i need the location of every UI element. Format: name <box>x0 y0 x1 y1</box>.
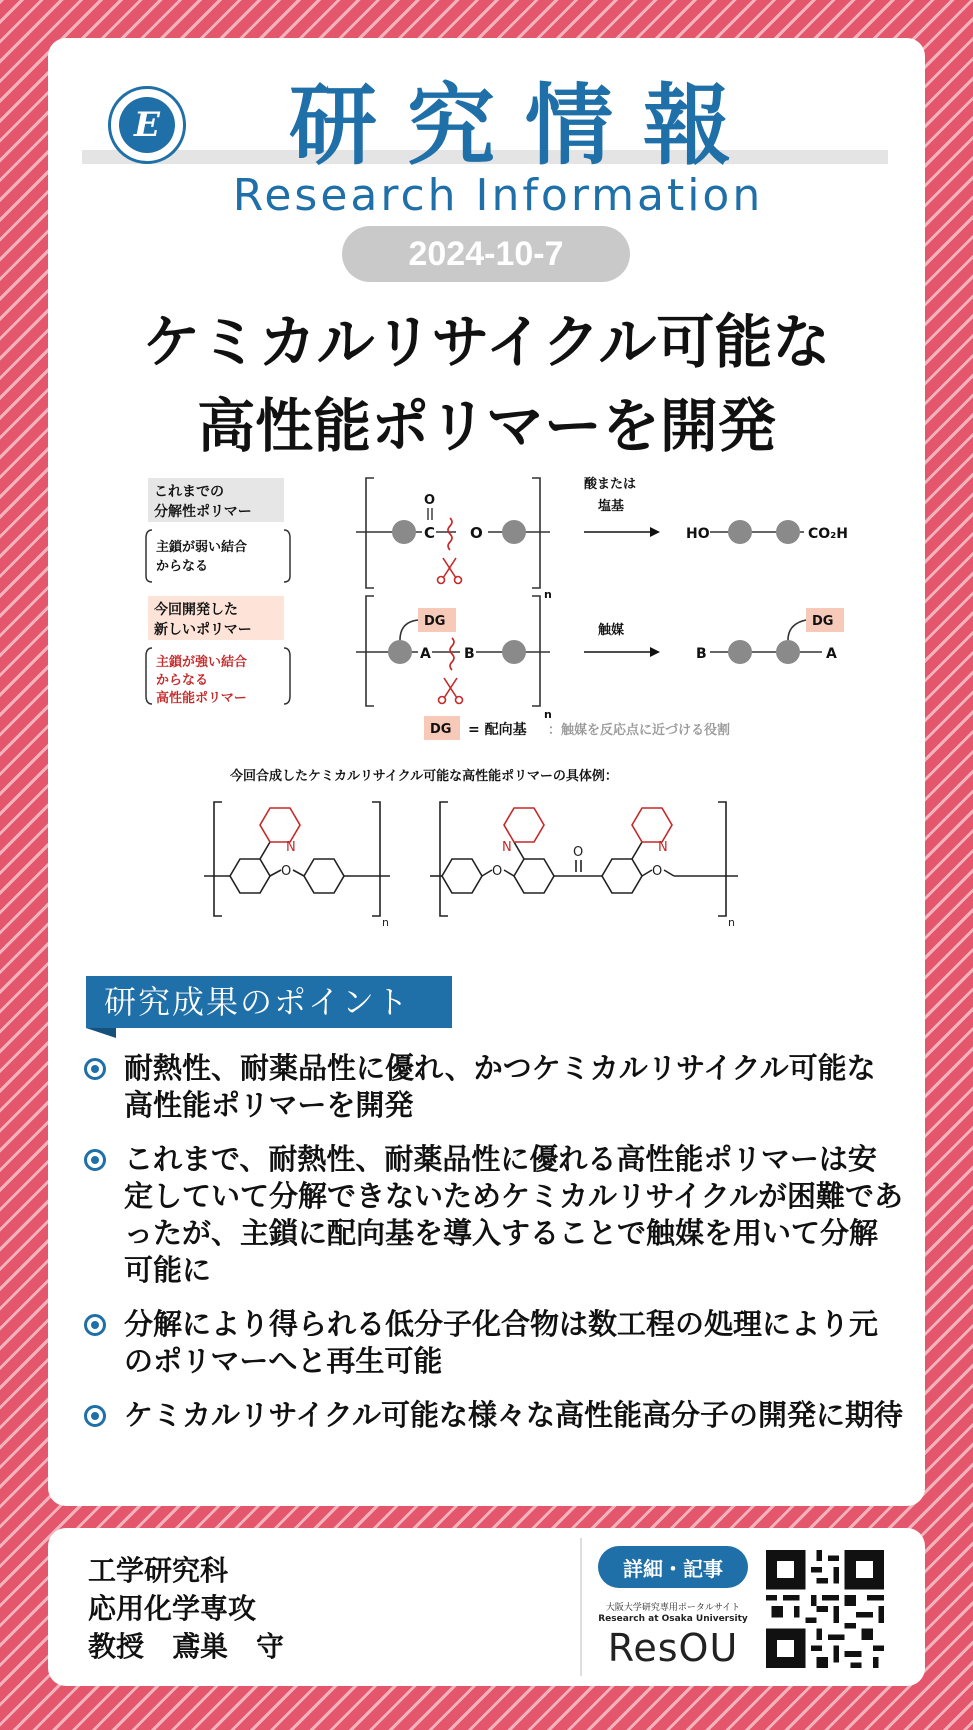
point-text: 耐熱性、耐薬品性に優れ、かつケミカルリサイクル可能な高性能ポリマーを開発 <box>124 1051 876 1122</box>
row2-condition: 触媒 <box>598 623 625 638</box>
row2-subscript-n: n <box>544 708 552 721</box>
bullet-icon <box>84 1405 106 1427</box>
main-card <box>48 38 925 1506</box>
page-title-en: Research Information <box>232 170 764 221</box>
footer-divider <box>580 1538 582 1676</box>
list-item <box>84 1397 904 1434</box>
row1-subscript-n: n <box>544 588 552 601</box>
date-badge: 2024-10-7 <box>342 226 630 282</box>
page-title-jp: 研究情報 <box>288 74 761 177</box>
example2-atom-o-carbonyl: O <box>573 845 584 860</box>
affiliation-line-2: 応用化学専攻 <box>88 1592 257 1625</box>
row1-note-bracket <box>146 530 290 582</box>
row2-note-1: 主鎖が強い結合 <box>156 655 248 670</box>
row2-label-1: 今回開発した <box>154 602 238 618</box>
row1-product-unit-2 <box>776 520 800 544</box>
row1-condition-1: 酸または <box>584 477 637 492</box>
row2-note-2: からなる <box>156 673 209 688</box>
points-list <box>84 1050 904 1451</box>
row2-product-right: A <box>826 646 837 662</box>
example2-atom-o-2: O <box>652 864 663 879</box>
row1-bracket-right <box>532 478 540 588</box>
affiliation-line-3: 教授 鳶巣 守 <box>88 1630 285 1663</box>
example1-subscript-n: n <box>382 916 389 929</box>
legend-dg-label: DG <box>430 722 452 737</box>
bullet-icon <box>84 1058 106 1080</box>
detail-article-button[interactable]: 詳細・記事 <box>598 1546 748 1588</box>
row2-label-2: 新しいポリマー <box>154 622 252 638</box>
row2-cleave-mark <box>450 638 454 670</box>
example2-atom-o-1: O <box>492 864 503 879</box>
row2-product-left: B <box>696 646 707 662</box>
row1-unit-1 <box>392 520 416 544</box>
example2-atom-n-2: N <box>658 840 668 855</box>
row2-scissors-icon <box>439 678 463 704</box>
row1-atom-o: O <box>470 524 483 542</box>
bullet-icon <box>84 1149 106 1171</box>
row1-label-1: これまでの <box>154 484 224 500</box>
row1-note-1: 主鎖が弱い結合 <box>156 540 248 555</box>
row2-bracket-right <box>532 596 540 706</box>
affiliation <box>88 1552 284 1666</box>
row1-condition-2: 塩基 <box>598 499 625 514</box>
row1-scissors-icon <box>438 558 462 584</box>
headline-line-1: ケミカルリサイクル可能な <box>142 308 831 376</box>
resou-logo[interactable]: ResOU <box>607 1626 739 1670</box>
list-item <box>84 1306 904 1380</box>
row1-product-unit-1 <box>728 520 752 544</box>
example-polymer-2 <box>430 802 738 916</box>
school-logo <box>108 86 186 164</box>
row2-product-unit-2 <box>776 640 800 664</box>
point-text: これまで、耐熱性、耐薬品性に優れる高性能ポリマーは安定していて分解できないためケミカルリサイクルが困難であったが、主鎖に配向基を導入することで触媒を用いて分解可能に <box>124 1142 903 1287</box>
row1-label-2: 分解性ポリマー <box>154 504 252 520</box>
list-item <box>84 1141 904 1289</box>
affiliation-line-1: 工学研究科 <box>88 1554 229 1587</box>
row2-product-dg-link <box>788 620 806 640</box>
example1-atom-n: N <box>286 840 296 855</box>
row1-atom-o-top: O <box>424 493 436 508</box>
footer-card <box>48 1528 925 1686</box>
row2-product-dg-label: DG <box>812 614 834 629</box>
example-polymer-1 <box>204 802 390 916</box>
list-item <box>84 1050 904 1124</box>
legend-description: ：触媒を反応点に近づける役割 <box>548 723 731 738</box>
points-heading-tail <box>86 1028 116 1038</box>
row1-atom-c: C <box>424 524 436 542</box>
headline <box>68 300 905 468</box>
row1-product-left: HO <box>686 526 710 542</box>
row2-dg-link <box>400 620 418 640</box>
row1-arrow-head <box>650 527 660 537</box>
row1-note-2: からなる <box>156 559 209 574</box>
portal-caption-en: Research at Osaka University <box>598 1614 748 1624</box>
polymer-diagram <box>138 474 878 974</box>
point-text: 分解により得られる低分子化合物は数工程の処理により元のポリマーへと再生可能 <box>124 1307 879 1378</box>
qr-code-icon[interactable] <box>766 1550 884 1668</box>
bullet-icon <box>84 1314 106 1336</box>
example2-subscript-n: n <box>728 916 735 929</box>
row2-product-unit-1 <box>728 640 752 664</box>
row1-cleave-mark <box>448 518 452 550</box>
row2-dg-label: DG <box>424 614 446 629</box>
headline-line-2: 高性能ポリマーを開発 <box>197 392 776 460</box>
row2-arrow-head <box>650 647 660 657</box>
school-logo-letter: E <box>119 97 175 153</box>
row2-atom-a: A <box>420 646 431 662</box>
row1-bracket-left <box>366 478 374 588</box>
example2-atom-n-1: N <box>502 840 512 855</box>
examples-title: 今回合成したケミカルリサイクル可能な高性能ポリマーの具体例： <box>230 769 618 784</box>
row1-unit-2 <box>502 520 526 544</box>
row2-unit-2 <box>502 640 526 664</box>
row2-note-3: 高性能ポリマー <box>156 691 247 706</box>
portal-caption-jp: 大阪大学研究専用ポータルサイト <box>605 1603 741 1613</box>
row2-atom-b: B <box>464 646 475 662</box>
points-heading: 研究成果のポイント <box>86 976 452 1028</box>
point-text: ケミカルリサイクル可能な様々な高性能高分子の開発に期待 <box>124 1398 903 1432</box>
row1-product-right: CO₂H <box>808 526 849 542</box>
example1-atom-o: O <box>281 864 292 879</box>
row2-bracket-left <box>366 596 374 706</box>
row2-unit-1 <box>388 640 412 664</box>
legend-equals: = 配向基 <box>468 722 527 738</box>
